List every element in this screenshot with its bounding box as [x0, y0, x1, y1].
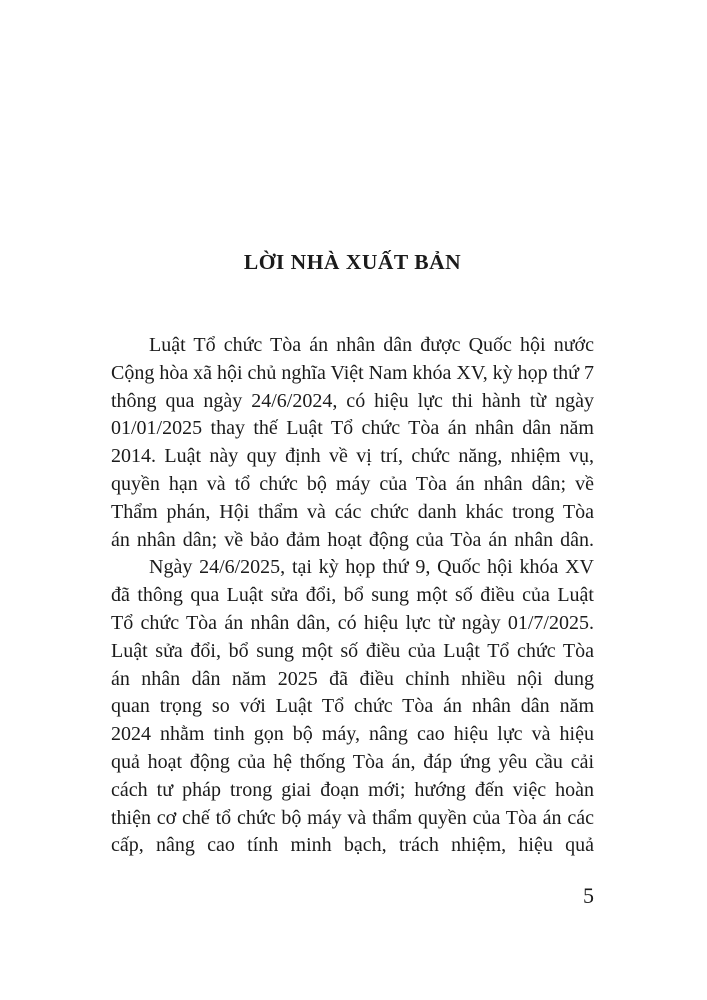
- text-line: 2014. Luật này quy định về vị trí, chức năng, nhiệm vụ,: [111, 445, 594, 468]
- text-line: đã thông qua Luật sửa đổi, bổ sung một số điều của Luật: [111, 584, 594, 607]
- body-text: [111, 332, 594, 860]
- text-line: 2024 nhằm tinh gọn bộ máy, nâng cao hiệu lực và hiệu: [111, 723, 594, 746]
- text-line: Ngày 24/6/2025, tại kỳ họp thứ 9, Quốc hội khóa XV: [149, 556, 594, 579]
- text-line: án nhân dân năm 2025 đã điều chỉnh nhiều nội dung: [111, 667, 594, 690]
- text-line: Cộng hòa xã hội chủ nghĩa Việt Nam khóa XV, kỳ họp thứ 7: [111, 361, 594, 384]
- paragraph: [111, 332, 594, 554]
- text-line: quả hoạt động của hệ thống Tòa án, đáp ứng yêu cầu cải: [111, 750, 594, 773]
- paragraph: [111, 554, 594, 860]
- text-line: Luật sửa đổi, bổ sung một số điều của Luật Tổ chức Tòa: [111, 639, 594, 662]
- text-line: 01/01/2025 thay thế Luật Tổ chức Tòa án nhân dân năm: [111, 417, 594, 440]
- text-line: Luật Tổ chức Tòa án nhân dân được Quốc hội nước: [149, 334, 594, 356]
- page-number: 5: [583, 883, 594, 908]
- text-line: cách tư pháp trong giai đoạn mới; hướng đến việc hoàn: [111, 778, 594, 801]
- text-line: Thẩm phán, Hội thẩm và các chức danh khác trong Tòa: [111, 500, 594, 523]
- text-line: quan trọng so với Luật Tổ chức Tòa án nhân dân năm: [111, 695, 594, 718]
- text-line: thiện cơ chế tổ chức bộ máy và thẩm quyền của Tòa án các: [111, 806, 594, 829]
- text-line: thông qua ngày 24/6/2024, có hiệu lực thi hành từ ngày: [111, 389, 594, 412]
- text-line: Tổ chức Tòa án nhân dân, có hiệu lực từ ngày 01/7/2025.: [111, 611, 594, 634]
- text-line: quyền hạn và tổ chức bộ máy của Tòa án nhân dân; về: [111, 472, 594, 495]
- page-title: LỜI NHÀ XUẤT BẢN: [243, 250, 462, 274]
- text-line: án nhân dân; về bảo đảm hoạt động của Tòa án nhân dân.: [111, 528, 594, 551]
- text-line: cấp, nâng cao tính minh bạch, trách nhiệm, hiệu quả: [111, 834, 594, 857]
